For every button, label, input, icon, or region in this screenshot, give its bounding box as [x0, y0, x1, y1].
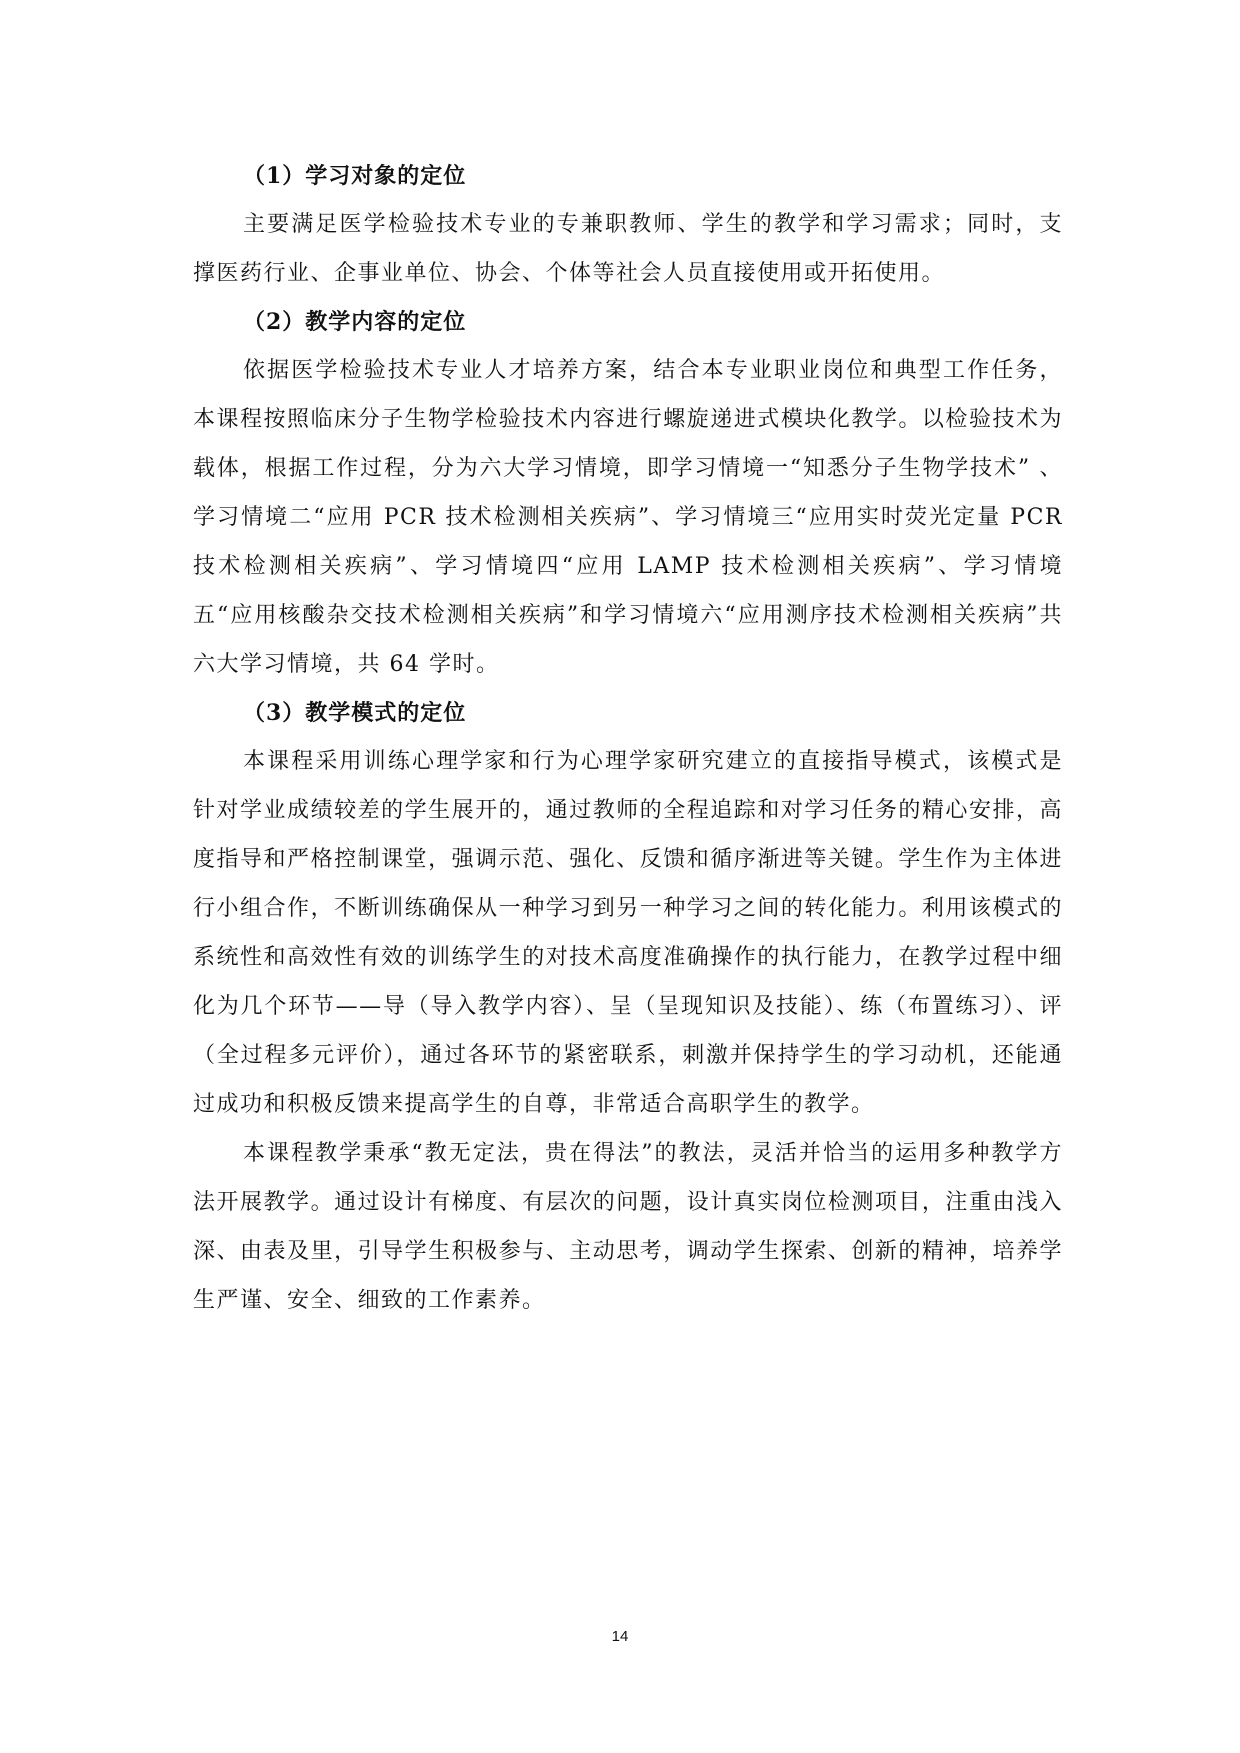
- document-body: [193, 152, 1063, 1325]
- page-number: 14: [611, 1628, 629, 1645]
- paragraph-learner-positioning: 主要满足医学检验技术专业的专兼职教师、学生的教学和学习需求；同时，支撑医药行业、企事业单位、协会、个体等社会人员直接使用或开拓使用。: [193, 212, 1063, 286]
- paragraph-teaching-methods: 本课程教学秉承“教无定法，贵在得法”的教法，灵活并恰当的运用多种教学方法开展教学。通过设计有梯度、有层次的问题，设计真实岗位检测项目，注重由浅入深、由表及里，引导学生积极参与、主动思考，调动学生探索、创新的精神，培养学生严谨、安全、细致的工作素养。: [193, 1141, 1063, 1313]
- paragraph-content-positioning: 依据医学检验技术专业人才培养方案，结合本专业职业岗位和典型工作任务，本课程按照临床分子生物学检验技术内容进行螺旋递进式模块化教学。以检验技术为载体，根据工作过程，分为六大学习情境，即学习情境一“知悉分子生物学技术” 、学习情境二“应用 PCR 技术检测相关疾病”、学习情境三“应用实时荧光定量 PCR 技术检测相关疾病”、学习情境四“应用 LAMP 技术检测相关疾病”、学习情境五“应用核酸杂交技术检测相关疾病”和学习情境六“应用测序技术检测相关疾病”共六大学习情境，共 64 学时。: [193, 358, 1063, 677]
- section-heading-mode-positioning: （3）教学模式的定位: [243, 700, 467, 726]
- paragraph-mode-positioning: 本课程采用训练心理学家和行为心理学家研究建立的直接指导模式，该模式是针对学业成绩较差的学生展开的，通过教师的全程追踪和对学习任务的精心安排，高度指导和严格控制课堂，强调示范、强化、反馈和循序渐进等关键。学生作为主体进行小组合作，不断训练确保从一种学习到另一种学习之间的转化能力。利用该模式的系统性和高效性有效的训练学生的对技术高度准确操作的执行能力，在教学过程中细化为几个环节——导（导入教学内容）、呈（呈现知识及技能）、练（布置练习）、评（全过程多元评价），通过各环节的紧密联系，刺激并保持学生的学习动机，还能通过成功和积极反馈来提高学生的自尊，非常适合高职学生的教学。: [193, 749, 1063, 1117]
- section-heading-learner-positioning: （1）学习对象的定位: [243, 163, 467, 189]
- section-heading-content-positioning: （2）教学内容的定位: [243, 309, 467, 335]
